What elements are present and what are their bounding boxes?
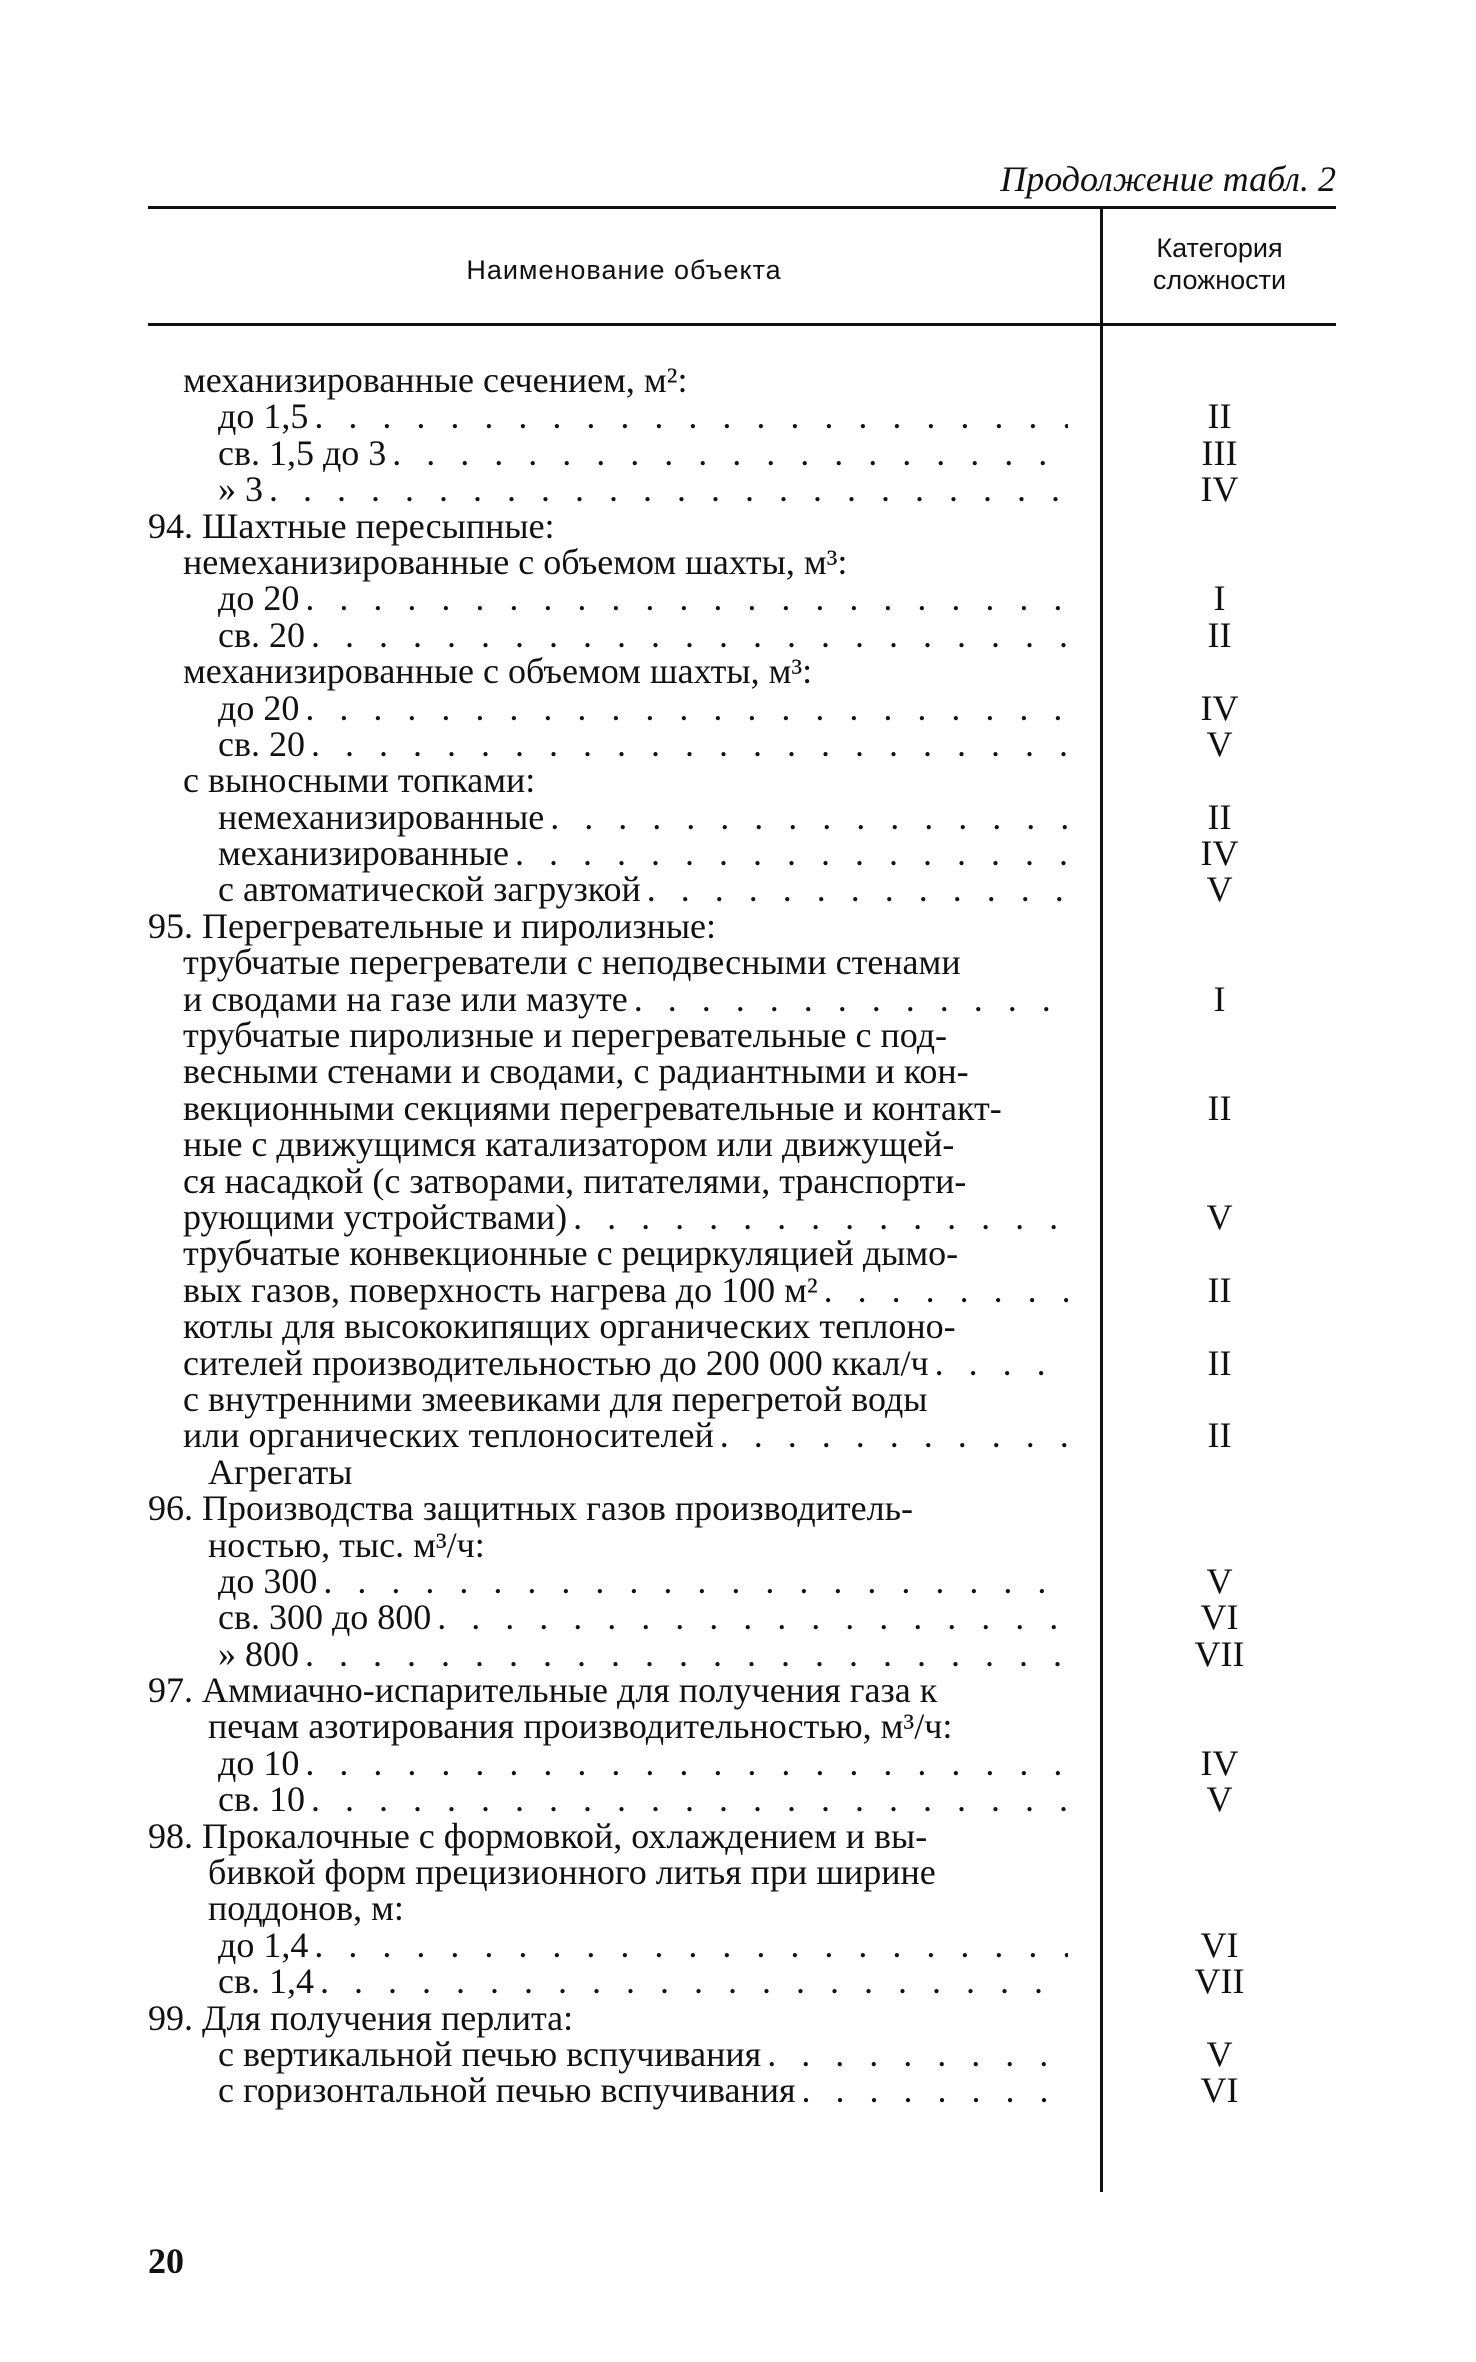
table-row [0,469,1476,510]
table-row [0,541,1476,582]
table-row [0,1670,1476,1711]
table-row [0,396,1476,437]
row-name-cell [208,1524,485,1565]
row-name-cell [148,1997,574,2038]
leader-dots [305,617,1068,653]
leader-dots [509,835,1068,871]
row-name-cell [208,1852,936,1893]
row-name-text: немеханизированные с объемом шахты, м³: [183,541,848,582]
row-name-cell [218,396,1068,437]
row-name-text: св. 20 [218,723,305,764]
table-row [0,362,1476,398]
row-category-cell: V [1206,1560,1233,1601]
table-row [0,1597,1476,1638]
row-name-text: механизированные сечением, м²: [183,360,688,400]
row-name-text: трубчатые перегреватели с неподвесными стенами [183,942,961,983]
row-name-text: с горизонтальной печью вспучивания [218,2070,796,2111]
table-row [0,833,1476,874]
row-name-text: 99. Для получения перлита: [148,1997,574,2038]
table-row [0,942,1476,983]
table-row [0,1415,1476,1456]
table-row [0,796,1476,837]
row-name-cell [183,1269,1068,1310]
table-body [0,362,1476,2109]
row-name-text: 96. Производства защитных газов производитель- [148,1488,913,1529]
table-continuation-label: Продолжение табл. 2 [1000,159,1336,199]
column-header-category [1103,232,1336,296]
row-name-text: бивкой форм прецизионного литья при ширине [208,1852,936,1893]
table-row [0,978,1476,1019]
row-name-cell [218,1560,1068,1601]
row-name-cell [218,1742,1068,1783]
row-name-text: векционными секциями перегревательные и контакт- [183,1087,1002,1128]
row-name-text: сителей производительностью до 200 000 ккал/ч [183,1342,929,1383]
leader-dots [305,1781,1068,1817]
row-name-text: немеханизированные [218,796,545,837]
row-name-text: св. 1,4 [218,1961,314,2002]
row-name-cell [183,1342,1068,1383]
row-name-cell [183,1160,967,1201]
row-name-cell [218,833,1068,874]
row-name-cell [183,1015,947,1056]
row-name-text: св. 1,5 до 3 [218,432,387,473]
table-row [0,1815,1476,1856]
leader-dots [628,981,1068,1017]
row-name-cell [218,432,1068,473]
row-name-cell [208,1451,353,1492]
table-row [0,1233,1476,1274]
table-row [0,1196,1476,1237]
row-category-cell: II [1207,1087,1232,1128]
row-name-cell [183,1415,1068,1456]
row-name-cell [218,1633,1068,1674]
row-name-text: св. 300 до 800 [218,1597,432,1638]
row-name-cell [148,1670,938,1711]
row-name-cell [218,578,1068,619]
row-name-cell [218,1924,1068,1965]
leader-dots [308,1927,1068,1963]
leader-dots [929,1345,1068,1381]
leader-dots [796,2072,1068,2108]
row-name-text: 97. Аммиачно-испарительные для получения газа к [148,1670,938,1711]
table-row [0,1342,1476,1383]
column-header-name: Наименование объекта [466,255,782,285]
row-name-cell [218,796,1068,837]
table-row [0,723,1476,764]
row-name-cell [183,1306,956,1347]
leader-dots [263,471,1068,507]
row-name-cell [148,905,717,946]
row-category-cell: V [1206,869,1233,910]
table-row [0,1160,1476,1201]
row-category-cell: IV [1200,1742,1239,1783]
table-row [0,869,1476,910]
table-row [0,1560,1476,1601]
leader-dots [641,871,1068,907]
row-name-text: и сводами на газе или мазуте [183,978,628,1019]
table-row [0,614,1476,655]
row-name-text: » 800 [218,1633,299,1674]
column-header-category-line2: сложности [1152,265,1287,295]
row-name-cell [148,505,555,546]
row-category-cell: V [1206,1196,1233,1237]
row-name-cell [183,1087,1002,1128]
row-name-cell [218,1597,1068,1638]
leader-dots [818,1272,1068,1308]
row-name-cell [218,723,1068,764]
table-row [0,1633,1476,1674]
row-name-cell [148,1488,913,1529]
leader-dots [567,1199,1068,1235]
table-row [0,1524,1476,1565]
row-name-text: с автоматической загрузкой [218,869,641,910]
row-name-text: ностью, тыс. м³/ч: [208,1524,485,1565]
row-category-cell: VII [1194,1633,1245,1674]
row-name-cell [183,541,848,582]
row-name-text: трубчатые пиролизные и перегревательные с под- [183,1015,947,1056]
table-row [0,1015,1476,1056]
row-name-text: механизированные [218,833,510,874]
row-name-text: поддонов, м: [208,1888,404,1929]
table-row [0,1779,1476,1820]
leader-dots [544,799,1068,835]
row-name-cell [183,978,1068,1019]
row-name-cell [148,1815,928,1856]
row-name-text: 94. Шахтные пересыпные: [148,505,555,546]
row-name-cell [183,651,813,692]
table-row [0,578,1476,619]
row-name-cell [183,942,961,983]
row-category-cell: III [1201,432,1238,473]
row-category-cell: VII [1194,1961,1245,2002]
row-name-cell [183,1051,969,1092]
row-category-cell: V [1206,723,1233,764]
row-name-text: с вертикальной печью вспучивания [218,2033,762,2074]
row-name-cell [218,869,1068,910]
row-name-text: с внутренними змеевиками для перегретой воды [183,1378,928,1419]
row-name-text: ся насадкой (с затворами, питателями, транспорти- [183,1160,967,1201]
leader-dots [305,726,1068,762]
table-row [0,1488,1476,1529]
row-name-cell [218,2070,1068,2111]
row-name-cell [183,1124,955,1165]
row-category-cell: IV [1200,687,1239,728]
table-row [0,1706,1476,1747]
row-category-cell: V [1206,2033,1233,2074]
row-name-cell [218,2033,1068,2074]
row-name-cell [218,1779,1068,1820]
leader-dots [714,1417,1068,1453]
row-category-cell: I [1213,978,1226,1019]
row-name-cell [208,1706,953,1747]
row-name-cell [218,687,1068,728]
row-category-cell: II [1207,1269,1232,1310]
table-header-rule [148,323,1336,326]
row-category-cell: IV [1200,833,1239,874]
row-name-text: или органических теплоносителей [183,1415,714,1456]
table-row [0,651,1476,692]
table-row [0,1997,1476,2038]
leader-dots [386,435,1068,471]
row-name-text: котлы для высококипящих органических теплоно- [183,1306,956,1347]
row-name-text: с выносными топками: [183,760,536,801]
row-name-cell [218,614,1068,655]
leader-dots [299,1745,1068,1781]
row-name-cell [183,1378,928,1419]
row-category-cell: VI [1200,1597,1239,1638]
table-top-rule [148,206,1336,209]
row-name-text: до 10 [218,1742,300,1783]
row-category-cell: VI [1200,1924,1239,1965]
row-name-text: св. 10 [218,1779,305,1820]
row-name-cell [208,1888,404,1929]
row-name-text: до 1,4 [218,1924,309,1965]
table-row [0,1124,1476,1165]
row-name-text: весными стенами и сводами, с радиантными и кон- [183,1051,969,1092]
row-name-text: вых газов, поверхность нагрева до 100 м² [183,1269,818,1310]
row-category-cell: I [1213,578,1226,619]
row-name-text: до 20 [218,687,300,728]
row-name-text: печам азотирования производительностью, м³/ч: [208,1706,953,1747]
row-name-text: рующими устройствами) [183,1196,568,1237]
row-name-text: св. 20 [218,614,305,655]
table-row [0,1888,1476,1929]
row-name-cell [183,362,687,398]
leader-dots [314,1963,1068,1999]
row-category-cell: II [1207,396,1232,437]
row-name-cell [183,1196,1068,1237]
row-name-text: до 300 [218,1560,318,1601]
table-row [0,1378,1476,1419]
table-row [0,905,1476,946]
row-category-cell: V [1206,1779,1233,1820]
leader-dots [299,1636,1068,1672]
page-number: 20 [148,2241,184,2281]
leader-dots [761,2036,1068,2072]
table-row [0,1306,1476,1347]
row-category-cell: II [1207,1415,1232,1456]
leader-dots [431,1599,1068,1635]
table-row [0,1924,1476,1965]
table-row [0,2070,1476,2111]
table-row [0,760,1476,801]
row-category-cell: II [1207,796,1232,837]
row-category-cell: II [1207,1342,1232,1383]
row-name-text: 98. Прокалочные с формовкой, охлаждением и вы- [148,1815,928,1856]
table-row [0,1269,1476,1310]
table-row [0,1742,1476,1783]
column-header-category-line1: Категория [1156,233,1283,263]
table-row [0,1087,1476,1128]
row-name-cell [218,1961,1068,2002]
row-name-text: трубчатые конвекционные с рециркуляцией дымо- [183,1233,959,1274]
leader-dots [299,580,1068,616]
leader-dots [299,690,1068,726]
row-name-text: 95. Перегревательные и пиролизные: [148,905,717,946]
table-row [0,505,1476,546]
table-row [0,2033,1476,2074]
table-row [0,432,1476,473]
table-row [0,1852,1476,1893]
table-row [0,1451,1476,1492]
row-name-text: до 1,5 [218,396,309,437]
row-name-text: » 3 [218,469,263,510]
row-category-cell: IV [1200,469,1239,510]
leader-dots [317,1563,1068,1599]
row-category-cell: II [1207,614,1232,655]
table-row [0,1051,1476,1092]
row-name-cell [218,469,1068,510]
row-category-cell: VI [1200,2070,1239,2111]
table-row [0,687,1476,728]
row-name-cell [183,760,536,801]
row-name-text: ные с движущимся катализатором или движущей- [183,1124,955,1165]
leader-dots [308,398,1068,434]
table-row [0,1961,1476,2002]
row-name-cell [183,1233,959,1274]
row-name-text: механизированные с объемом шахты, м³: [183,651,813,692]
row-name-text: Агрегаты [208,1451,353,1492]
row-name-text: до 20 [218,578,300,619]
